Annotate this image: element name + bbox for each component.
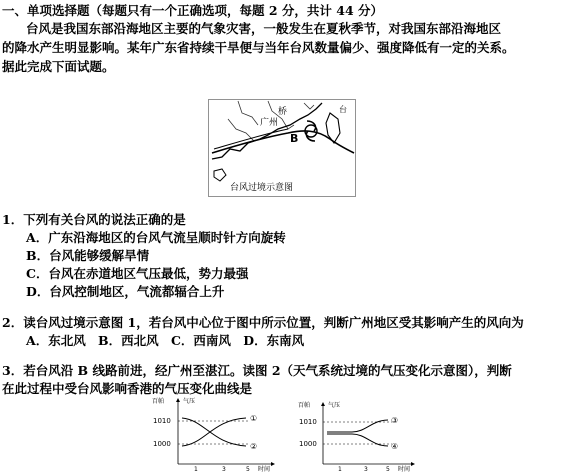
chart2-xlabel: 时间 (398, 466, 411, 472)
chart2-ytick-1000: 1000 (299, 440, 317, 448)
chart1-curve-1 (182, 418, 246, 446)
q2-stem: 2．读台风过境示意图 1，若台风中心位于图中所示位置，判断广州地区受其影响产生的风向为 (2, 315, 524, 330)
q1-option-b: B．台风能够缓解旱情 (26, 248, 150, 263)
chart2-y-arrow-icon (321, 402, 325, 406)
pressure-chart-2 (296, 400, 420, 472)
chart2-series-4-label: ④ (391, 442, 399, 451)
chart1-xtick-3: 3 (222, 466, 226, 472)
typhoon-transit-map (208, 99, 356, 197)
chart1-xtick-5: 5 (246, 466, 250, 472)
q3-line-2: 在此过程中受台风影响香港的气压变化曲线是 (2, 381, 253, 396)
intro-line-2: 的降水产生明显影响。某年广东省持续干旱便与当年台风数量偏少、强度降低有一定的关系。 (2, 40, 515, 55)
chart2-ytick-1010: 1010 (299, 418, 317, 426)
map-label-qiao: 桥 (278, 107, 288, 117)
chart1-x-arrow-icon (271, 462, 275, 466)
q1-option-d: D．台风控制地区，气流都辐合上升 (26, 284, 225, 299)
chart2-unit: 百帕 (298, 402, 311, 409)
chart1-ylabel: 气压 (183, 398, 196, 405)
chart1-y-arrow-icon (176, 398, 180, 402)
chart2-xtick-5: 5 (386, 466, 390, 472)
q1-option-c: C．台风在赤道地区气压最低，势力最强 (26, 266, 249, 281)
map-label-zhou: 州 (269, 118, 279, 128)
map-label-guang: 广 (260, 118, 270, 128)
chart1-series-2-label: ② (250, 442, 258, 451)
intro-line-1: 台风是我国东部沿海地区主要的气象灾害，一般发生在夏秋季节，对我国东部沿海地区 (26, 21, 502, 36)
section-header: 一、单项选择题（每题只有一个正确选项，每题 2 分，共计 44 分） (2, 3, 384, 18)
q1-option-a: A．广东沿海地区的台风气流呈顺时针方向旋转 (26, 230, 286, 245)
chart1-ytick-1000: 1000 (153, 440, 171, 448)
chart2-xtick-1: 1 (338, 466, 342, 472)
chart2-xtick-3: 3 (364, 466, 368, 472)
map-label-tai: 台 (339, 105, 347, 114)
chart1-series-1-label: ① (250, 414, 258, 423)
map-label-b: B (290, 132, 299, 145)
q2-options: A．东北风 B．西北风 C．西南风 D．东南风 (26, 333, 305, 348)
map-caption: 台风过境示意图 (230, 183, 294, 193)
chart1-unit: 百帕 (152, 398, 165, 405)
chart1-ytick-1010: 1010 (153, 417, 171, 425)
chart2-x-arrow-icon (411, 462, 415, 466)
pressure-chart-1 (150, 396, 280, 472)
chart1-curve-2 (182, 418, 246, 446)
chart2-ylabel: 气压 (328, 402, 341, 409)
intro-line-3: 据此完成下面试题。 (2, 59, 115, 74)
q1-stem: 1．下列有关台风的说法正确的是 (2, 212, 186, 227)
q3-line-1: 3．若台风沿 B 线路前进，经广州至湛江。读图 2（天气系统过境的气压变化示意图），判断 (2, 363, 512, 378)
chart2-series-3-label: ③ (391, 416, 399, 425)
chart1-xtick-1: 1 (194, 466, 198, 472)
chart1-xlabel: 时间 (258, 466, 271, 472)
